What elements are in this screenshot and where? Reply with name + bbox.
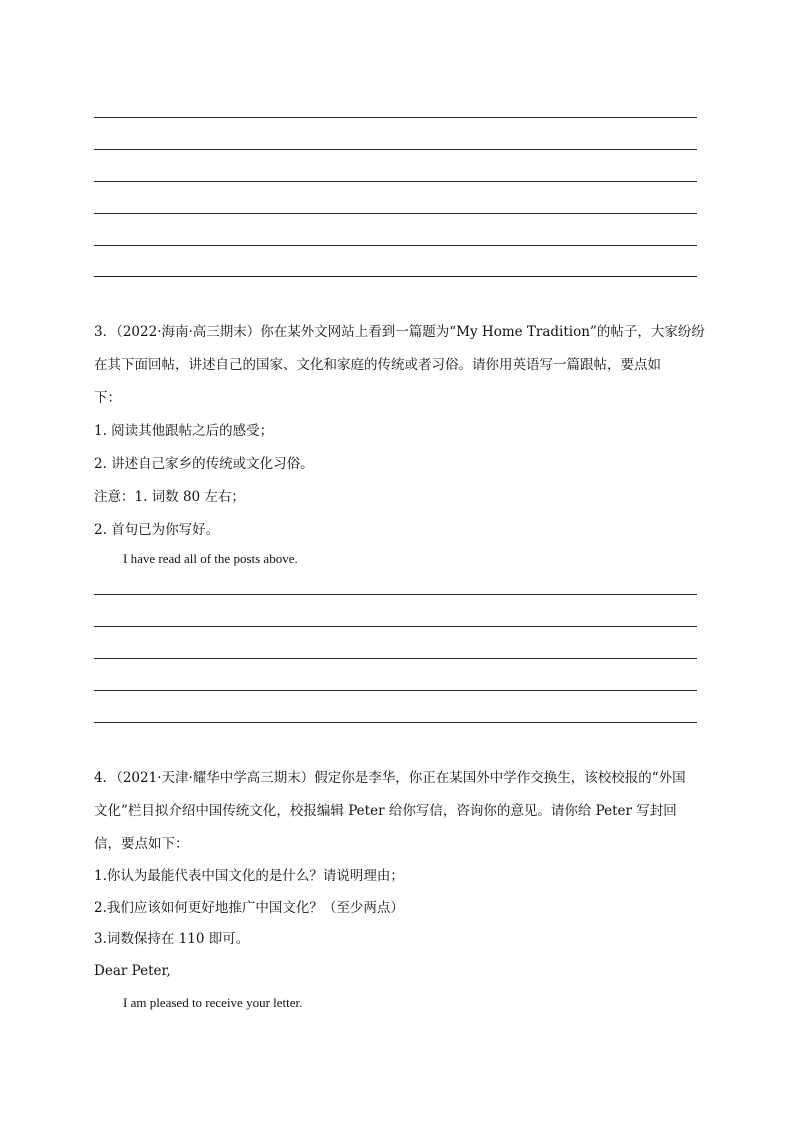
answer-line — [94, 245, 697, 246]
answer-line — [94, 276, 697, 277]
q3-opening-sentence: I have read all of the posts above. — [123, 551, 298, 566]
answer-line — [94, 181, 697, 182]
answer-line — [94, 626, 697, 627]
answer-line — [94, 213, 697, 214]
answer-line — [94, 658, 697, 659]
q3-prompt-line-3: 下： — [94, 390, 121, 406]
q3-prompt-line-2: 在其下面回帖，讲述自己的国家、文化和家庭的传统或者习俗。请你用英语写一篇跟帖，要点如 — [94, 357, 661, 373]
q3-point-2: 2. 讲述自己家乡的传统或文化习俗。 — [94, 456, 314, 472]
q3-note-1: 注意：1. 词数 80 左右； — [94, 489, 245, 505]
q4-prompt-line-1: 4．（2021·天津·耀华中学高三期末）假定你是李华，你正在某国外中学作交换生，该校校报的“外国 — [94, 770, 686, 786]
q3-note-2: 2. 首句已为你写好。 — [94, 522, 220, 538]
q4-point-2: 2.我们应该如何更好地推广中国文化？（至少两点） — [94, 900, 404, 916]
q4-point-3: 3.词数保持在 110 即可。 — [94, 931, 250, 947]
q4-prompt-line-2: 文化”栏目拟介绍中国传统文化，校报编辑 Peter 给你写信，咨询你的意见。请你给 Peter 写封回 — [94, 803, 677, 819]
q4-salutation: Dear Peter, — [94, 963, 171, 979]
answer-line — [94, 117, 697, 118]
answer-line — [94, 149, 697, 150]
q4-point-1: 1.你认为最能代表中国文化的是什么？请说明理由； — [94, 868, 404, 884]
q3-point-1: 1. 阅读其他跟帖之后的感受； — [94, 423, 274, 439]
q4-prompt-line-3: 信，要点如下： — [94, 836, 189, 852]
answer-line — [94, 722, 697, 723]
q4-opening-sentence: I am pleased to receive your letter. — [123, 995, 303, 1010]
q3-prompt-line-1: 3．（2022·海南·高三期末）你在某外文网站上看到一篇题为“My Home Tradition”的帖子，大家纷纷 — [94, 324, 705, 340]
answer-line — [94, 594, 697, 595]
answer-line — [94, 690, 697, 691]
